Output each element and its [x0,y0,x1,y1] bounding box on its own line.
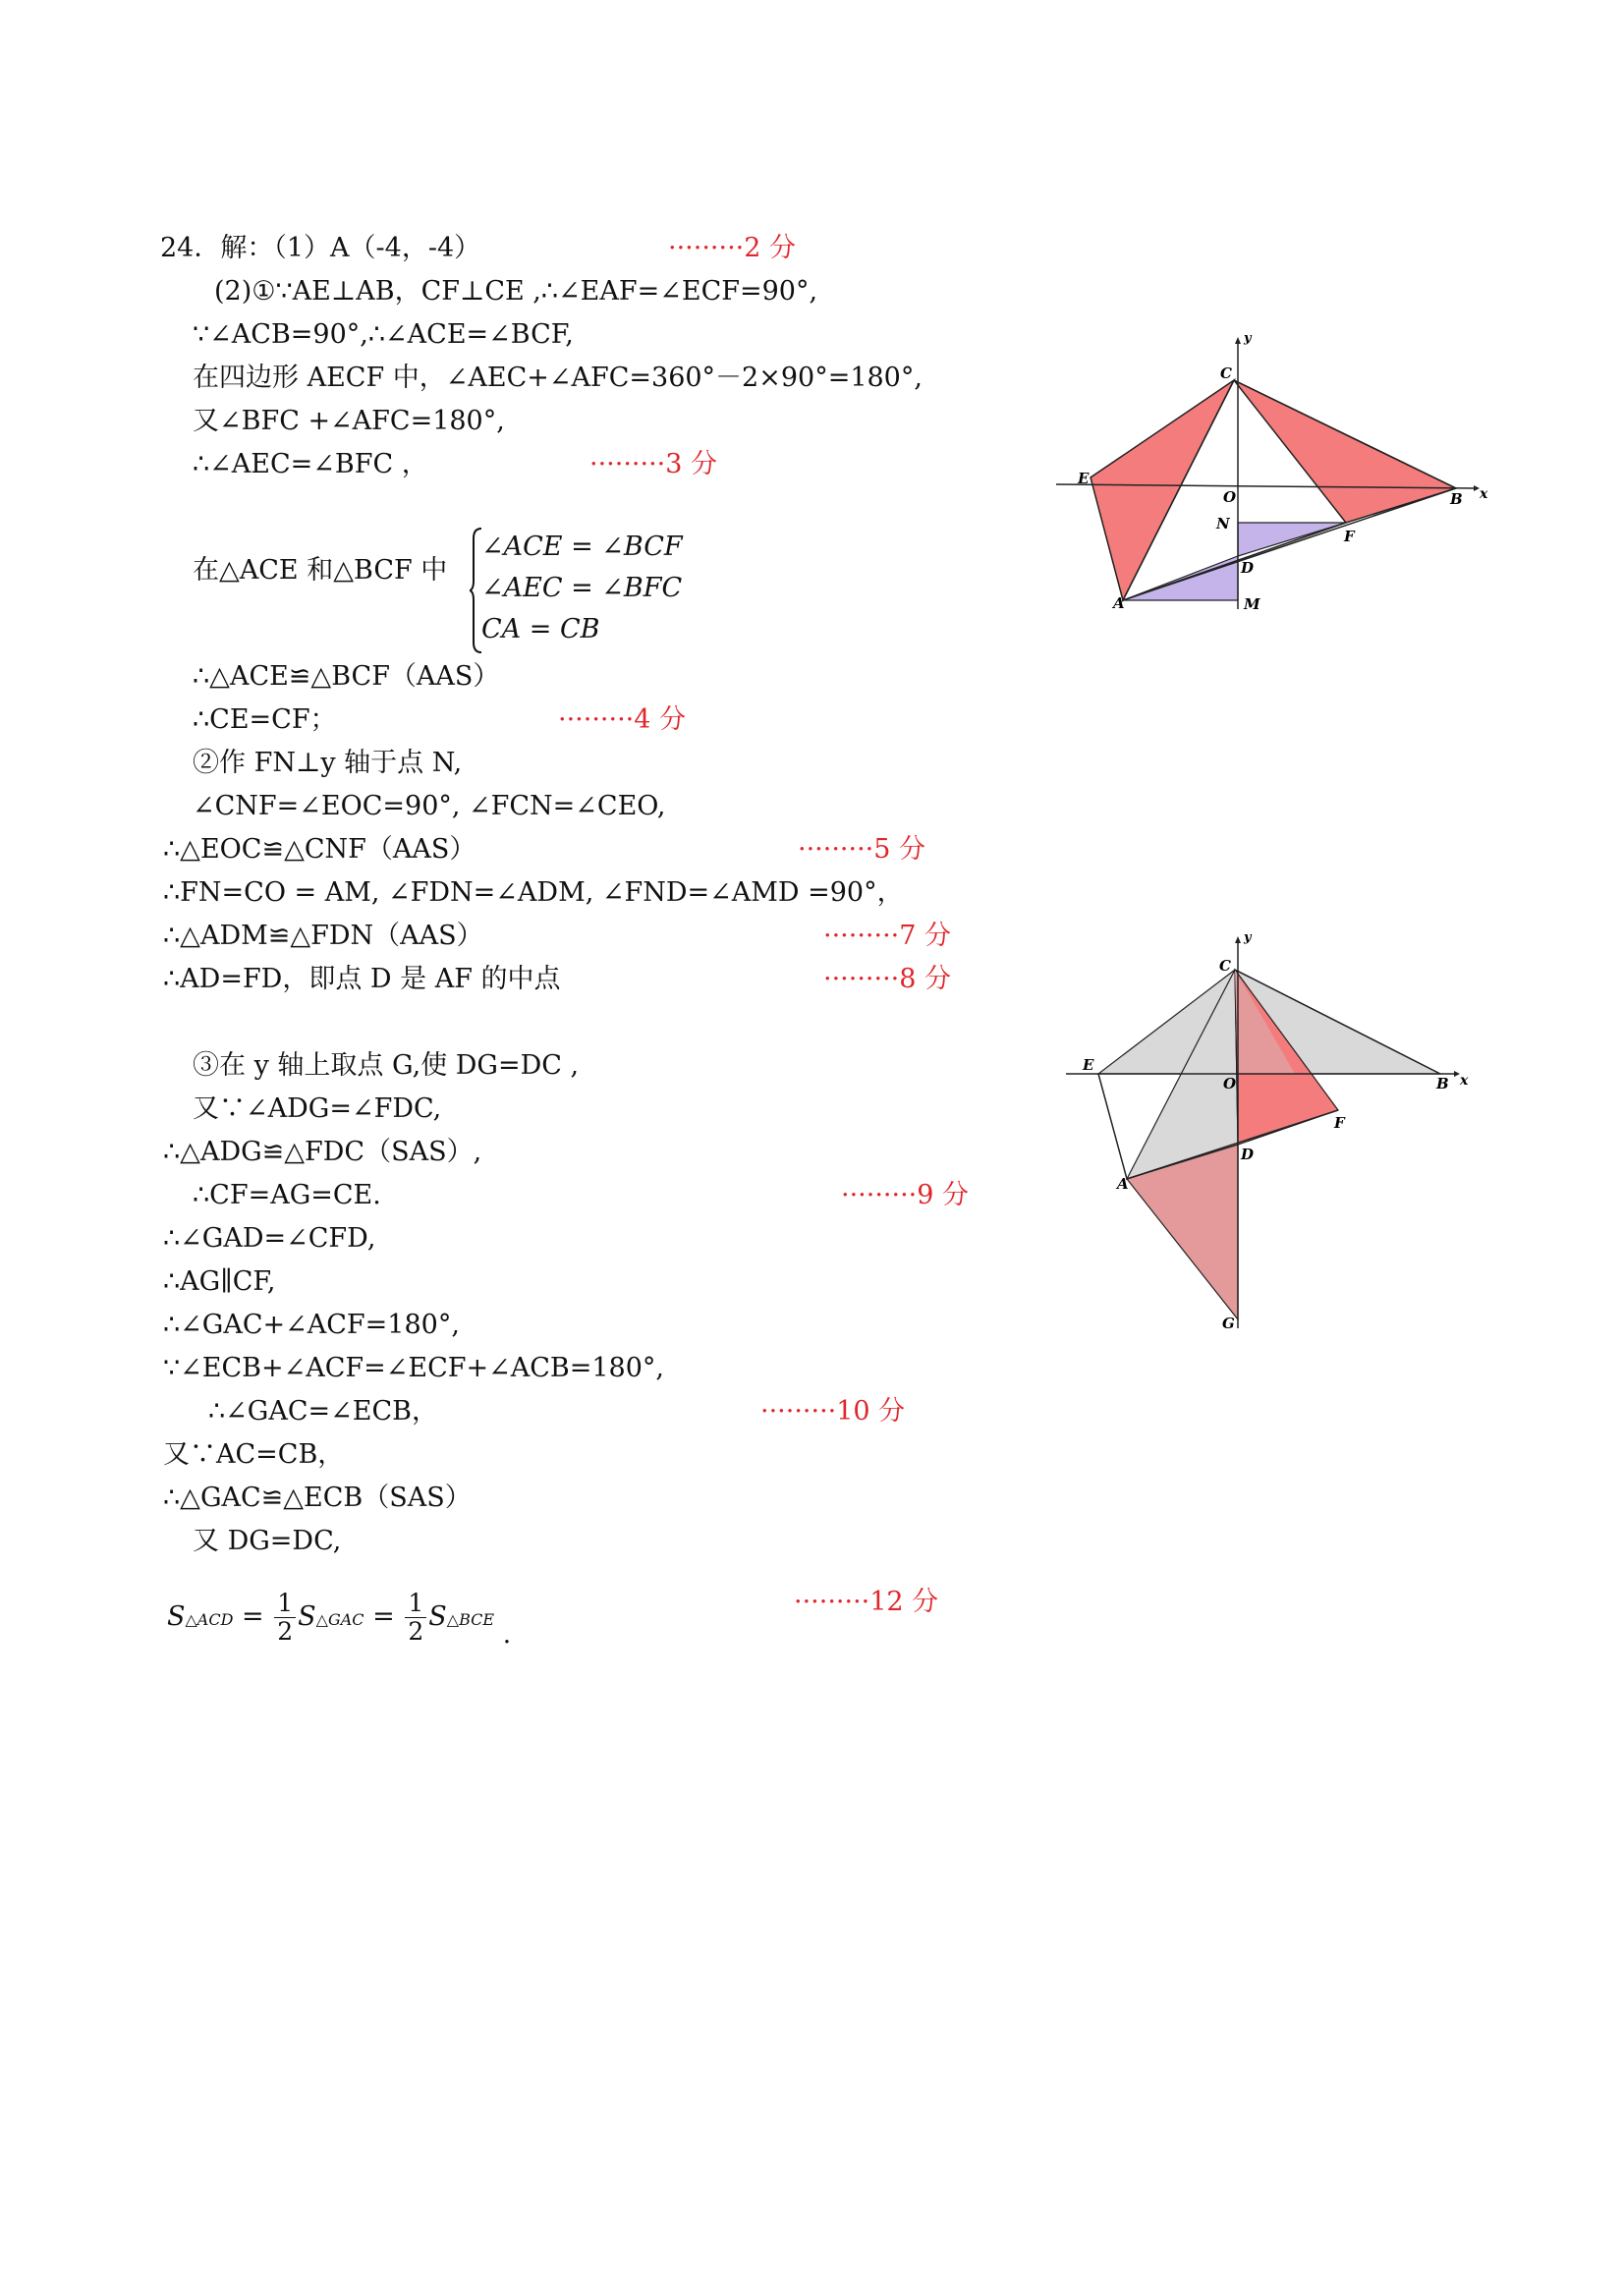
label-m: M [1244,595,1260,613]
score-mark-1: ·········2 分 [668,233,797,263]
solution-line-21: ∴AG∥CF, [163,1266,276,1297]
label-o-2: O [1223,1075,1237,1092]
solution-line-14: ∴△ADM≌△FDN（AAS） [163,921,483,951]
label-a: A [1113,594,1125,612]
score-mark-2: ·········3 分 [589,449,718,479]
score-mark-3: ·········4 分 [558,704,687,735]
label-e: E [1078,470,1090,487]
solution-line-22: ∴∠GAC+∠ACF=180°, [163,1310,460,1340]
solution-line-16: ③在 y 轴上取点 G,使 DG=DC , [193,1050,580,1081]
solution-line-8: ∴△ACE≌△BCF（AAS） [193,661,500,692]
equation-2: ∠AEC = ∠BFC [481,573,683,603]
score-mark-9: ·········12 分 [794,1587,939,1617]
solution-line-12: ∴△EOC≌△CNF（AAS） [163,834,476,865]
solution-line-11: ∠CNF=∠EOC=90°, ∠FCN=∠CEO, [193,791,666,821]
score-mark-7: ·········9 分 [841,1180,970,1210]
label-c-2: C [1219,957,1231,975]
label-x: x [1480,486,1488,502]
equation-1: ∠ACE = ∠BCF [481,532,683,562]
label-d: D [1241,559,1255,577]
label-n: N [1216,515,1230,532]
label-g-2: G [1222,1315,1235,1332]
area-formula: S△ACD = $\frac{1}{2}$ S△GAC = $\frac{1}{2}$ S△BCE . [167,1589,512,1650]
solution-line-2: (2)①∵AE⊥AB，CF⊥CE ,∴∠EAF=∠ECF=90°, [214,276,818,307]
figure-2 [1051,924,1483,1336]
solution-line-15: ∴AD=FD，即点 D 是 AF 的中点 [163,964,561,994]
score-mark-4: ·········5 分 [798,834,926,865]
score-mark-8: ·········10 分 [760,1396,906,1427]
solution-line-25: 又∵AC=CB， [163,1439,345,1470]
label-d-2: D [1241,1146,1255,1163]
equation-system [481,527,683,650]
solution-line-1: 24．解：（1）A（-4，-4） [160,233,481,263]
solution-line-18: ∴△ADG≌△FDC（SAS）, [163,1137,482,1167]
solution-line-3: ∵∠ACB=90°,∴∠ACE=∠BCF, [193,319,574,350]
solution-line-4: 在四边形 AECF 中，∠AEC+∠AFC=360°－2×90°=180°, [193,363,923,393]
equation-3: CA = CB [481,614,600,644]
label-a-2: A [1117,1175,1129,1193]
solution-line-27: 又 DG=DC, [193,1526,342,1556]
label-f-2: F [1334,1114,1345,1132]
figure-1 [1041,324,1493,619]
solution-line-24: ∴∠GAC=∠ECB， [208,1396,438,1427]
triangle-bcf [1234,380,1456,523]
label-y-2: y [1244,930,1252,945]
solution-line-9: ∴CE=CF； [193,704,337,735]
label-b: B [1450,490,1463,508]
solution-line-5: 又∠BFC +∠AFC=180°, [193,406,505,436]
solution-line-13: ∴FN=CO = AM, ∠FDN=∠ADM, ∠FND=∠AMD =90°， [163,877,904,908]
solution-line-10: ②作 FN⊥y 轴于点 N, [193,748,463,778]
label-c: C [1220,364,1232,382]
solution-line-23: ∵∠ECB+∠ACF=∠ECF+∠ACB=180°, [163,1353,664,1383]
solution-line-19: ∴CF=AG=CE. [193,1180,381,1210]
solution-line-7: 在△ACE 和△BCF 中 [193,555,448,586]
score-mark-6: ·········8 分 [823,964,952,994]
solution-line-20: ∴∠GAD=∠CFD, [163,1223,376,1254]
label-o: O [1223,488,1237,506]
label-e-2: E [1083,1056,1094,1074]
score-mark-5: ·········7 分 [823,921,952,951]
label-f: F [1344,528,1355,545]
label-b-2: B [1436,1075,1449,1092]
label-x-2: x [1460,1073,1469,1089]
solution-line-6: ∴∠AEC=∠BFC ， [193,449,428,479]
solution-line-26: ∴△GAC≌△ECB（SAS） [163,1483,472,1513]
solution-line-17: 又∵∠ADG=∠FDC, [193,1093,442,1124]
label-y: y [1244,331,1252,346]
